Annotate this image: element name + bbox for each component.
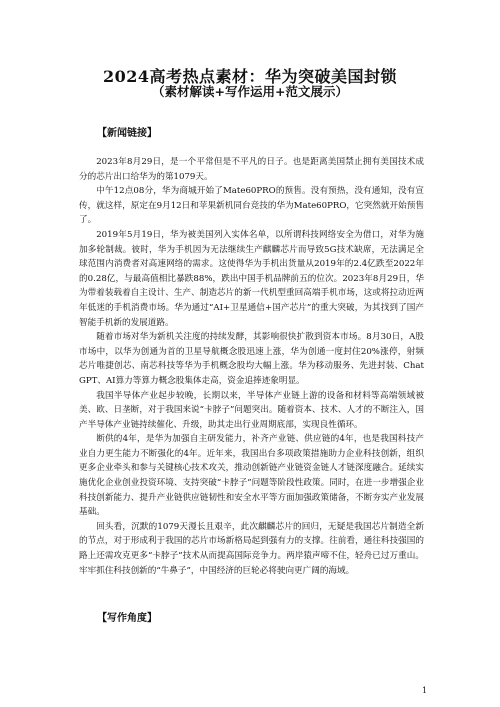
paragraph: 2023年8月29日，是一个平常但是不平凡的日子。也是距离美国禁止拥有美国技术成分的芯片出口给华为的第1079天。 xyxy=(79,157,424,182)
paragraph: 断供的4年，是华为加强自主研发能力，补齐产业链、供应链的4年，也是我国科技产业自力更生能力不断强化的4年。近年来，我国出台多项政策措施助力企业科技创新，组织更多企业牵头和参与关键核心技术攻关，推动创新链产业链资金链人才链深度融合。延续实施优化企业创业投资环境、支持突破“卡脖子”问题等阶段性政策。同时，在进一步增强企业科技创新能力、提升产业链供应链韧性和安全水平等方面加强政策储备，不断夯实产业发展基础。 xyxy=(79,434,424,518)
paragraph: 我国半导体产业起步较晚，长期以来，半导体产业链上游的设备和材料等高端领域被美、欧、日垄断，对于我国来说“卡脖子”问题突出。随着资本、技术、人才的不断注入，国产半导体产业链持续催化、升级，助其走出行业周期底部，实现良性循环。 xyxy=(79,390,424,430)
page-number: 1 xyxy=(422,686,428,695)
paragraph: 中午12点08分，华为商城开始了Mate60PRO的预售。没有预热，没有通知，没有宣传，就这样，原定在9月12日和苹果新机同台竞技的华为Mate60PRO，它突然就开始预售了。 xyxy=(79,186,424,226)
document-title: 2024高考热点素材：华为突破美国封锁 xyxy=(102,66,398,86)
section-heading-news: 【新闻链接】 xyxy=(97,128,157,139)
news-body xyxy=(79,155,424,578)
paragraph: 随着市场对华为新机关注度的持续发酵，其影响很快扩散到资本市场。8月30日，A股市场中，以华为创通为首的卫星导航概念股迅速上涨，华为创通一度封住20%涨停，射频芯片唯捷创芯、南芯科技等华为手机概念股均大幅上涨。华为移动服务、先进封装、ChatGPT、AI算力等算力概念股集体走高，资金追捧迹象明显。 xyxy=(79,332,424,386)
document-subtitle: （素材解读+写作运用+范文展示） xyxy=(152,84,348,99)
paragraph: 2019年5月19日，华为被美国列入实体名单，以所谓科技网络安全为借口，对华为施加多轮制裁。彼时，华为手机因为无法继续生产麒麟芯片而导致5G技术缺席，无法满足全球范围内消费者对高速网络的需求。这使得华为手机出货量从2019年的2.4亿跌至2022年的0.28亿，与最高值相比暴跌88%，跌出中国手机品牌前五的位次。2023年8月29日，华为带着装载着自主设计、生产、制造芯片的新一代机型重回高端手机市场，这或将拉动近两年低迷的手机消费市场。华为通过“AI+卫星通信+国产芯片”的重大突破，为其找到了国产智能手机新的发展道路。 xyxy=(79,229,424,328)
paragraph: 回头看，沉默的1079天漫长且艰辛，此次麒麟芯片的回归，无疑是我国芯片制造全新的节点，对于形成利于我国的芯片市场新格局起到强有力的支撑。往前看，通往科技强国的路上还需攻克更多“卡脖子”技术从而提高国际竞争力。两岸猿声啼不住，轻舟已过万重山。牢牢抓住科技创新的“牛鼻子”，中国经济的巨轮必将驶向更广阔的海域。 xyxy=(79,521,424,576)
section-heading-writing-angle: 【写作角度】 xyxy=(97,613,157,624)
